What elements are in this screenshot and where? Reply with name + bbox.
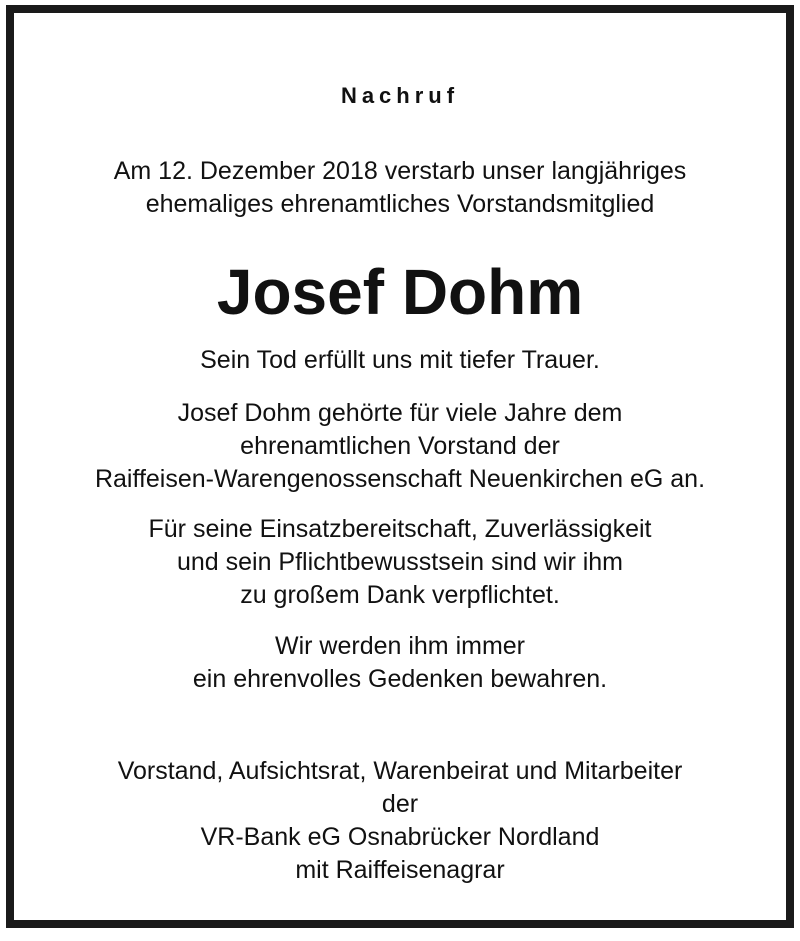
remembrance-line: Wir werden ihm immer [274, 632, 526, 660]
signature-block [14, 755, 786, 887]
gratitude-line: und sein Pflichtbewusstsein sind wir ihm [176, 548, 624, 576]
service-line: ehrenamtlichen Vorstand der [240, 432, 560, 460]
signature-line: der [381, 790, 419, 818]
gratitude-text [14, 513, 786, 612]
signature-line: VR-Bank eG Osnabrücker Nordland [200, 823, 600, 851]
notice-heading: Nachruf [340, 83, 460, 108]
service-text [14, 397, 786, 496]
intro-line: ehemaliges ehrenamtliches Vorstandsmitglied [145, 190, 655, 218]
signature-line: Vorstand, Aufsichtsrat, Warenbeirat und Mitarbeiter [117, 757, 683, 785]
remembrance-line: ein ehrenvolles Gedenken bewahren. [192, 665, 608, 693]
intro-line: Am 12. Dezember 2018 verstarb unser langjähriges [113, 157, 687, 185]
service-line: Josef Dohm gehörte für viele Jahre dem [177, 399, 623, 427]
remembrance-text [14, 630, 786, 696]
gratitude-line: Für seine Einsatzbereitschaft, Zuverlässigkeit [148, 515, 652, 543]
grief-line: Sein Tod erfüllt uns mit tiefer Trauer. [200, 346, 600, 374]
grief-text [14, 344, 786, 377]
deceased-name: Josef Dohm [216, 256, 584, 328]
signature-line: mit Raiffeisenagrar [295, 856, 505, 884]
gratitude-line: zu großem Dank verpflichtet. [240, 581, 560, 609]
intro-text [14, 155, 786, 221]
service-line: Raiffeisen-Warengenossenschaft Neuenkirchen eG an. [94, 465, 706, 493]
obituary-notice [14, 13, 786, 920]
